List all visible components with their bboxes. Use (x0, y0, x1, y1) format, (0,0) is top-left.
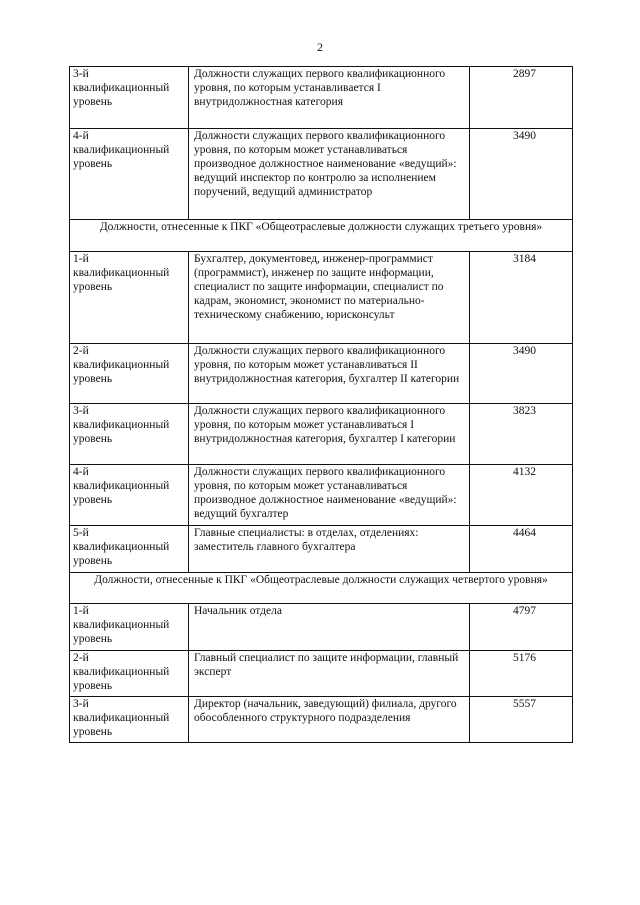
group-header-row (70, 220, 573, 252)
group-header-row (70, 573, 573, 604)
table-row (70, 252, 573, 344)
salary-amount-cell: 4797 (470, 604, 573, 651)
salary-amount-cell: 3490 (470, 344, 573, 404)
table-row (70, 651, 573, 697)
table-row (70, 129, 573, 220)
position-description-cell: Должности служащих первого квалификационного уровня, по которым устанавливается I внутридолжностная категория (189, 67, 470, 129)
position-description-cell: Главные специалисты: в отделах, отделениях: заместитель главного бухгалтера (189, 526, 470, 573)
salary-amount-cell: 3184 (470, 252, 573, 344)
qualification-level-cell: 3-й квалификационный уровень (70, 697, 189, 743)
qualification-level-cell: 2-й квалификационный уровень (70, 344, 189, 404)
position-description-cell: Бухгалтер, документовед, инженер-программист (программист), инженер по защите информации, специалист по защите информации, специалист по кадрам, экономист, экономист по материально-техническому снабжению, юрисконсульт (189, 252, 470, 344)
qualification-level-cell: 1-й квалификационный уровень (70, 604, 189, 651)
salary-amount-cell: 4464 (470, 526, 573, 573)
salary-amount-cell: 4132 (470, 465, 573, 526)
position-description-cell: Главный специалист по защите информации, главный эксперт (189, 651, 470, 697)
position-description-cell: Должности служащих первого квалификационного уровня, по которым может устанавливаться производное должностное наименование «ведущий»: ведущий бухгалтер (189, 465, 470, 526)
table-row (70, 404, 573, 465)
qualification-level-cell: 4-й квалификационный уровень (70, 465, 189, 526)
table-row (70, 604, 573, 651)
group-title: Должности, отнесенные к ПКГ «Общеотраслевые должности служащих третьего уровня» (70, 220, 573, 252)
position-description-cell: Должности служащих первого квалификационного уровня, по которым может устанавливаться I внутридолжностная категория, бухгалтер I категории (189, 404, 470, 465)
group-title: Должности, отнесенные к ПКГ «Общеотраслевые должности служащих четвертого уровня» (70, 573, 573, 604)
qualification-level-cell: 2-й квалификационный уровень (70, 651, 189, 697)
salary-amount-cell: 2897 (470, 67, 573, 129)
qualification-level-cell: 1-й квалификационный уровень (70, 252, 189, 344)
position-description-cell: Должности служащих первого квалификационного уровня, по которым может устанавливаться производное должностное наименование «ведущий»: ведущий инспектор по контролю за исполнением поручений, ведущий администратор (189, 129, 470, 220)
salary-amount-cell: 3823 (470, 404, 573, 465)
salary-amount-cell: 5176 (470, 651, 573, 697)
position-description-cell: Директор (начальник, заведующий) филиала, другого обособленного структурного подразделения (189, 697, 470, 743)
table-row (70, 526, 573, 573)
table-row (70, 344, 573, 404)
table-row (70, 697, 573, 743)
page-number: 2 (317, 40, 323, 54)
position-description-cell: Должности служащих первого квалификационного уровня, по которым может устанавливаться II внутридолжностная категория, бухгалтер II категории (189, 344, 470, 404)
table-row (70, 465, 573, 526)
qualification-level-cell: 4-й квалификационный уровень (70, 129, 189, 220)
position-description-cell: Начальник отдела (189, 604, 470, 651)
salary-amount-cell: 5557 (470, 697, 573, 743)
salary-table (69, 66, 573, 743)
salary-amount-cell: 3490 (470, 129, 573, 220)
qualification-level-cell: 5-й квалификационный уровень (70, 526, 189, 573)
salary-table-body (70, 67, 573, 743)
table-row (70, 67, 573, 129)
qualification-level-cell: 3-й квалификационный уровень (70, 67, 189, 129)
qualification-level-cell: 3-й квалификационный уровень (70, 404, 189, 465)
